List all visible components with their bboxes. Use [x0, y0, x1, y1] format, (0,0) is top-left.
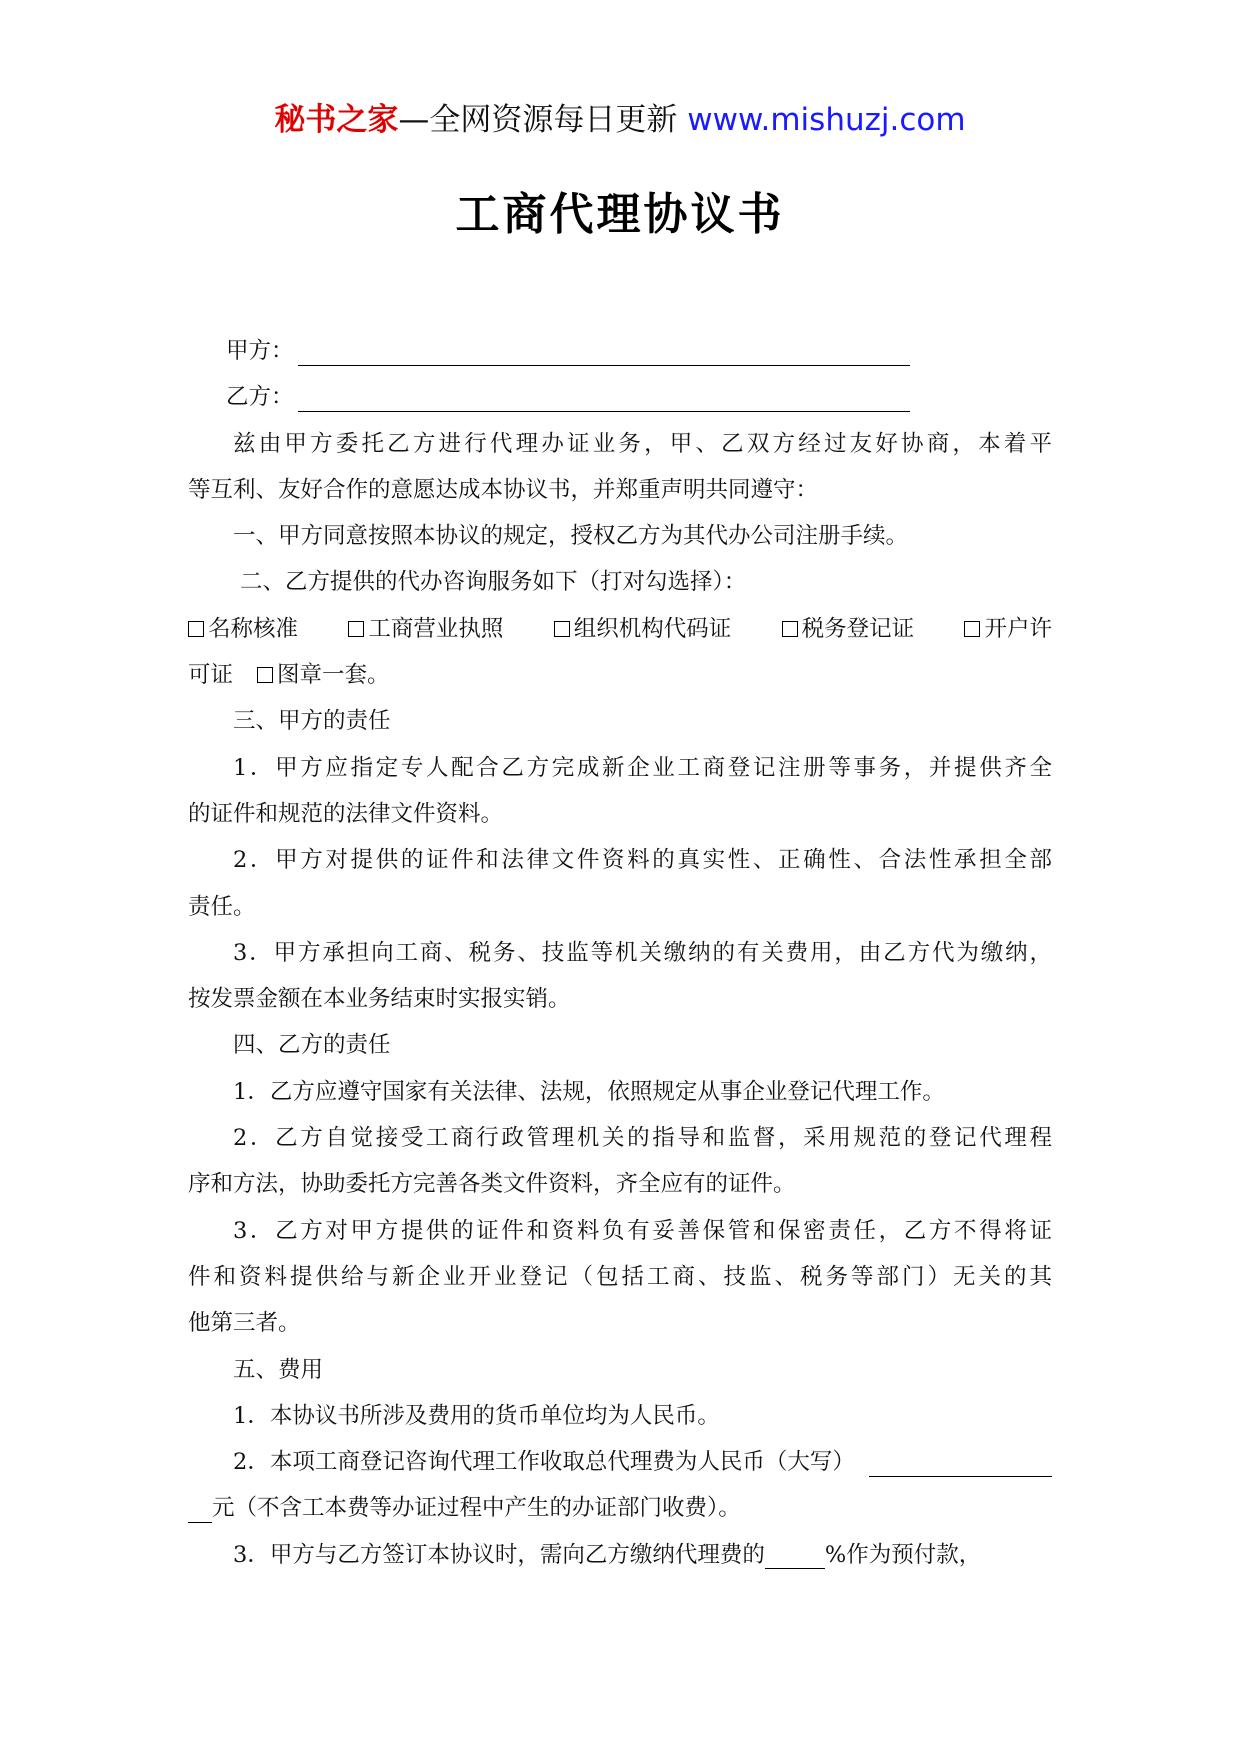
party-b-blank[interactable]: [298, 383, 910, 412]
checkbox-row-2: [188, 652, 1052, 698]
fee-amount-blank-continued[interactable]: [188, 1494, 212, 1523]
section-4-item-3-line-3: 他第三者。: [188, 1310, 301, 1337]
header-slogan: —全网资源每日更新: [398, 102, 688, 138]
section-3-item-3-line-2: 按发票金额在本业务结束时实报实销。: [188, 986, 571, 1013]
checkbox-account-permit[interactable]: [964, 606, 1052, 652]
checkbox-square-icon: [257, 667, 273, 683]
section-4-item-1: 1．乙方应遵守国家有关法律、法规，依照规定从事企业登记代理工作。: [233, 1078, 945, 1105]
section-5-item-2-text-2: 元（不含工本费等办证过程中产生的办证部门收费）。: [212, 1495, 741, 1522]
site-header: [0, 100, 1240, 140]
party-a-line: [188, 328, 1052, 374]
party-a-label: 甲方：: [226, 338, 294, 364]
checkbox-label: 名称核准: [208, 615, 299, 642]
prepayment-percent-blank[interactable]: [765, 1540, 825, 1569]
checkbox-label: 税务登记证: [801, 615, 915, 642]
checkbox-square-icon: [554, 621, 570, 637]
section-5-item-2-line-1: [188, 1439, 1052, 1485]
fee-amount-blank[interactable]: [869, 1448, 1052, 1477]
checkbox-row: [188, 606, 1052, 652]
section-4-item-2-line-1: 2．乙方自觉接受工商行政管理机关的指导和监督，采用规范的登记代理程: [233, 1125, 1052, 1152]
document-title: 工商代理协议书: [455, 189, 785, 240]
checkbox-square-icon: [964, 621, 980, 637]
section-3-item-3-line-1: 3．甲方承担向工商、税务、技监等机关缴纳的有关费用，由乙方代为缴纳，: [233, 939, 1052, 966]
site-url-link[interactable]: www.mishuzj.com: [687, 102, 966, 138]
party-a-blank[interactable]: [298, 337, 910, 366]
section-2: 二、乙方提供的代办咨询服务如下（打对勾选择）：: [240, 569, 747, 596]
section-5-item-1: 1．本协议书所涉及费用的货币单位均为人民币。: [233, 1402, 720, 1429]
party-b-line: [188, 374, 1052, 420]
section-3-item-1-line-1: 1．甲方应指定专人配合乙方完成新企业工商登记注册等事务，并提供齐全: [233, 754, 1052, 781]
checkbox-label-continued: 可证: [188, 662, 234, 689]
section-4-item-3-line-2: 件和资料提供给与新企业开业登记（包括工商、技监、税务等部门）无关的其: [188, 1263, 1052, 1290]
section-5-heading: 五、费用: [233, 1356, 324, 1383]
section-5-item-3-text-2: %作为预付款，: [824, 1541, 982, 1568]
section-5-item-3-text: 3．甲方与乙方签订本协议时，需向乙方缴纳代理费的: [233, 1541, 765, 1568]
brand-name: 秘书之家: [274, 102, 399, 138]
checkbox-label: 开户许: [984, 615, 1052, 642]
checkbox-org-code[interactable]: [554, 606, 732, 652]
checkbox-seal-set[interactable]: [257, 652, 390, 698]
checkbox-square-icon: [348, 621, 364, 637]
section-5-item-2-text: 2．本项工商登记咨询代理工作收取总代理费为人民币（大写）: [233, 1449, 855, 1476]
intro-line-1: 兹由甲方委托乙方进行代理办证业务，甲、乙双方经过友好协商，本着平: [233, 430, 1052, 457]
section-3-heading: 三、甲方的责任: [233, 708, 391, 735]
checkbox-business-license[interactable]: [348, 606, 503, 652]
section-4-item-2-line-2: 序和方法，协助委托方完善各类文件资料，齐全应有的证件。: [188, 1171, 796, 1198]
checkbox-square-icon: [782, 621, 798, 637]
checkbox-label: 工商营业执照: [368, 615, 504, 642]
checkbox-name-approval[interactable]: [188, 606, 298, 652]
section-1: 一、甲方同意按照本协议的规定，授权乙方为其代办公司注册手续。: [233, 523, 909, 550]
section-4-heading: 四、乙方的责任: [233, 1032, 391, 1059]
section-4-item-3-line-1: 3．乙方对甲方提供的证件和资料负有妥善保管和保密责任，乙方不得将证: [233, 1217, 1052, 1244]
section-5-item-2-line-2: [188, 1485, 1052, 1531]
checkbox-tax-registration[interactable]: [782, 606, 915, 652]
party-b-label: 乙方：: [226, 384, 294, 411]
checkbox-label: 组织机构代码证: [573, 615, 732, 642]
document-body: [188, 328, 1052, 1578]
checkbox-label: 图章一套。: [277, 662, 390, 689]
checkbox-square-icon: [188, 621, 204, 637]
section-3-item-2-line-2: 责任。: [188, 893, 256, 920]
section-3-item-1-line-2: 的证件和规范的法律文件资料。: [188, 800, 504, 827]
intro-line-2: 等互利、友好合作的意愿达成本协议书，并郑重声明共同遵守：: [188, 476, 819, 503]
section-3-item-2-line-1: 2．甲方对提供的证件和法律文件资料的真实性、正确性、合法性承担全部: [233, 847, 1052, 874]
section-5-item-3: [188, 1532, 1052, 1578]
